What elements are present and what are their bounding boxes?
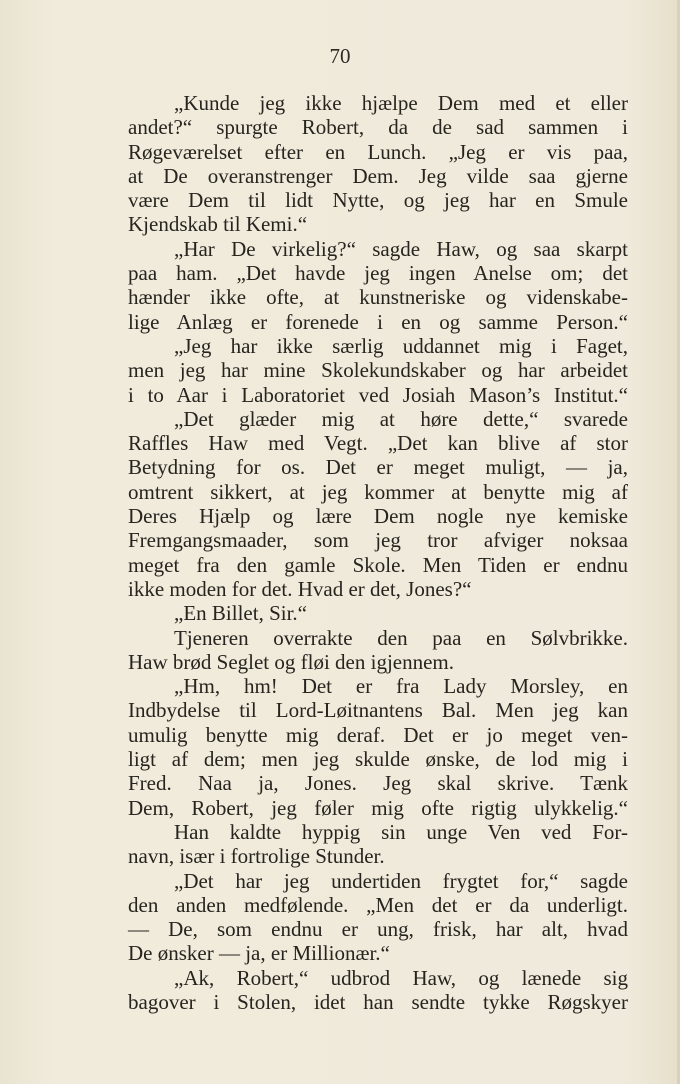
text-line: andet?“ spurgte Robert, da de sad sammen i xyxy=(128,115,628,140)
text-line: ikke moden for det. Hvad er det, Jones?“ xyxy=(128,576,472,601)
text-line: umulig benytte mig deraf. Det er jo meget ven- xyxy=(128,722,628,747)
text-line: ligt af dem; men jeg skulde ønske, de lod mig i xyxy=(128,747,628,772)
text-line: „Kunde jeg ikke hjælpe Dem med et eller xyxy=(174,91,628,115)
text-line: hænder ikke ofte, at kunstneriske og videnskabe- xyxy=(128,285,628,310)
text-line: være Dem til lidt Nytte, og jeg har en Smule xyxy=(128,188,628,213)
text-line: Betydning for os. Det er meget muligt, — ja, xyxy=(128,455,628,480)
text-line: „Ak, Robert,“ udbrod Haw, og lænede sig xyxy=(174,965,628,990)
text-line: Deres Hjælp og lære Dem nogle nye kemiske xyxy=(128,504,628,529)
text-line: den anden medfølende. „Men det er da underligt. xyxy=(128,892,628,917)
text-line: „Det glæder mig at høre dette,“ svarede xyxy=(174,406,628,431)
text-line: bagover i Stolen, idet han sendte tykke Røgskyer xyxy=(128,989,628,1014)
text-line: Røgeværelset efter en Lunch. „Jeg er vis paa, xyxy=(128,139,628,164)
text-line: i to Aar i Laboratoriet ved Josiah Mason’s Institut.“ xyxy=(128,382,628,407)
text-line: „En Billet, Sir.“ xyxy=(174,601,307,626)
text-line: Fred. Naa ja, Jones. Jeg skal skrive. Tænk xyxy=(128,771,628,796)
body-text xyxy=(128,91,628,1014)
text-line: Indbydelse til Lord-Løitnantens Bal. Men jeg kan xyxy=(128,698,628,723)
text-line: Kjendskab til Kemi.“ xyxy=(128,212,308,237)
text-line: „Det har jeg undertiden frygtet for,“ sagde xyxy=(174,868,628,893)
text-line: Haw brød Seglet og fløi den igjennem. xyxy=(128,649,455,674)
text-line: men jeg har mine Skolekundskaber og har arbeidet xyxy=(128,358,628,383)
page-number: 70 xyxy=(329,44,351,68)
text-line: „Jeg har ikke særlig uddannet mig i Faget, xyxy=(174,333,628,358)
text-line: Fremgangsmaader, som jeg tror afviger noksaa xyxy=(128,528,628,553)
text-line: Tjeneren overrakte den paa en Sølvbrikke. xyxy=(174,625,628,650)
text-line: „Hm, hm! Det er fra Lady Morsley, en xyxy=(174,674,628,699)
text-line: Han kaldte hyppig sin unge Ven ved For- xyxy=(174,819,628,844)
text-line: „Har De virkelig?“ sagde Haw, og saa skarpt xyxy=(174,236,628,261)
text-line: Dem, Robert, jeg føler mig ofte rigtig ulykkelig.“ xyxy=(128,795,628,820)
text-line: — De, som endnu er ung, frisk, har alt, hvad xyxy=(128,917,628,942)
text-line: meget fra den gamle Skole. Men Tiden er endnu xyxy=(128,552,628,577)
text-line: Raffles Haw med Vegt. „Det kan blive af stor xyxy=(128,431,628,456)
text-line: at De overanstrenger Dem. Jeg vilde saa gjerne xyxy=(128,163,628,188)
text-line: navn, især i fortrolige Stunder. xyxy=(128,844,385,869)
text-line: lige Anlæg er forenede i en og samme Person.“ xyxy=(128,309,628,334)
text-line: omtrent sikkert, at jeg kommer at benytte mig af xyxy=(128,479,628,504)
text-line: De ønsker — ja, er Millionær.“ xyxy=(128,941,390,966)
text-line: paa ham. „Det havde jeg ingen Anelse om; det xyxy=(128,261,628,286)
